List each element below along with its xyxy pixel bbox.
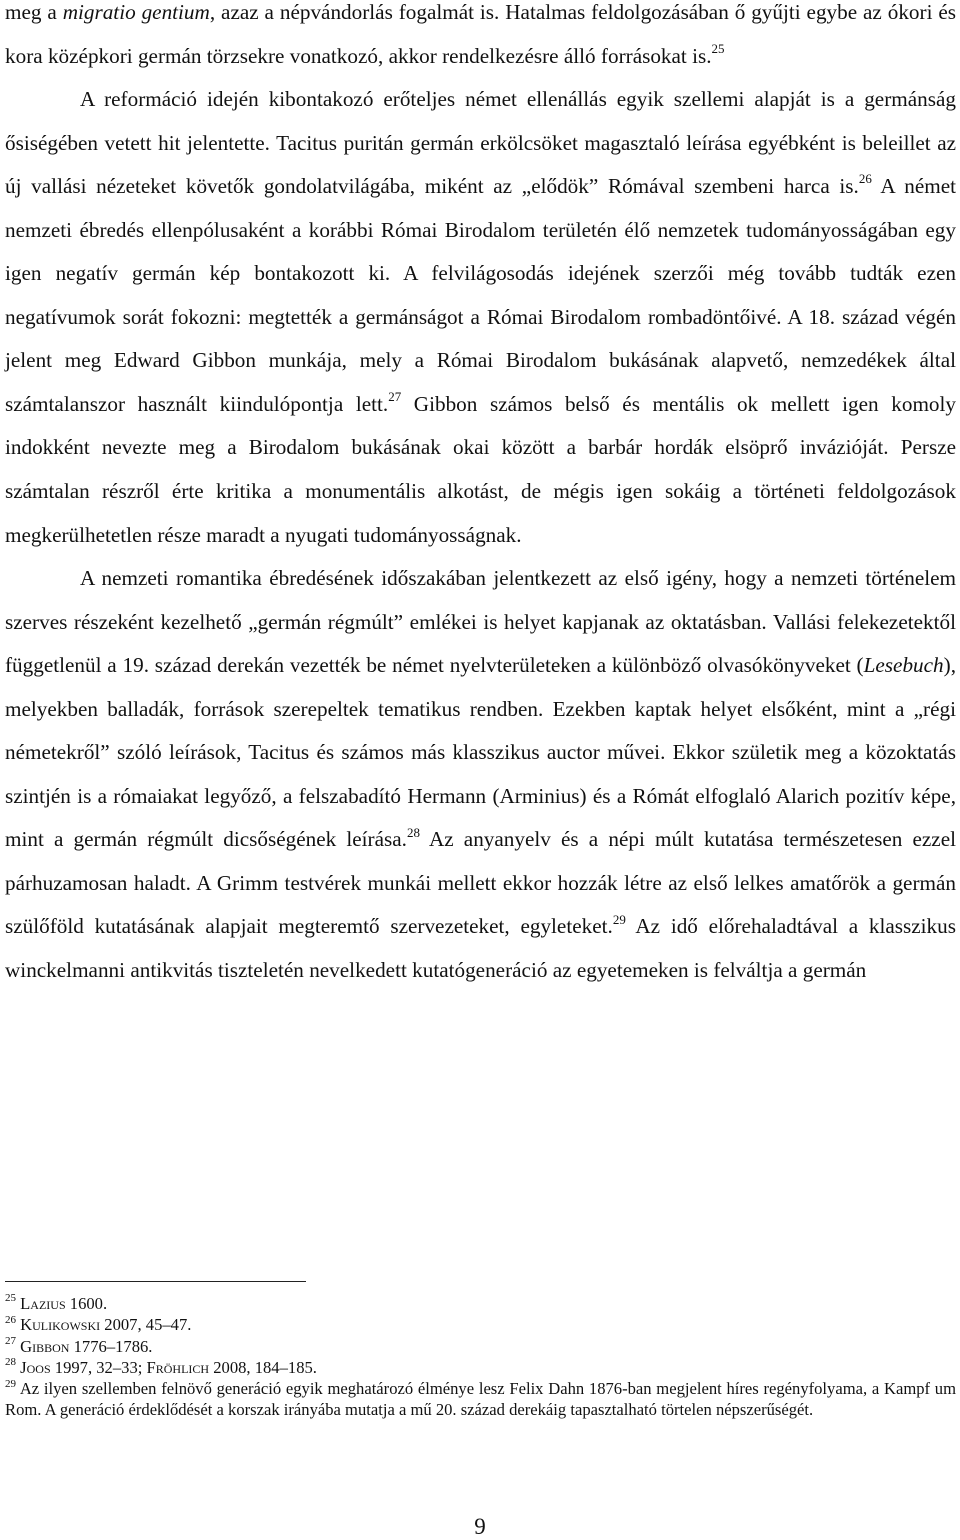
footnote-number: 27 bbox=[5, 1334, 16, 1347]
body-text bbox=[5, 0, 956, 993]
footnote-number: 29 bbox=[5, 1377, 16, 1390]
text-run: meg a bbox=[5, 0, 63, 24]
text-run: , azaz a népvándorlás fogalmát is. Hatalmas feldolgozásában ő gyűjti egybe az ókori és kora középkori germán törzsekre vonatkozó, akkor rendelkezésre álló forrásokat is. bbox=[5, 0, 956, 68]
footnote-text: 1997, 32–33; bbox=[50, 1357, 147, 1377]
text-run: Az idő előrehaladtával a klasszikus winckelmanni antikvitás tiszteletén nevelkedett kutatógeneráció az egyetemeken is felváltja a germán bbox=[5, 914, 956, 983]
footnote-29 bbox=[5, 1378, 956, 1421]
footnote-author: Fröhlich bbox=[146, 1357, 210, 1377]
footnote-26 bbox=[5, 1314, 956, 1335]
footnote-author: Gibbon bbox=[20, 1336, 70, 1356]
footnote-ref-26[interactable]: 26 bbox=[858, 171, 872, 187]
footnote-text: 2008, 184–185. bbox=[209, 1357, 317, 1377]
footnote-text: Az ilyen szellemben felnövő generáció egyik meghatározó élménye lesz Felix Dahn 1876-ban megjelent híres regényfolyama, a Kampf um Rom. A generáció érdeklődését a korszak irányába mutatja a mű 20. század derekáig tapasztalható törtelen népszerűségét. bbox=[5, 1379, 956, 1420]
italic-term: Lesebuch bbox=[863, 653, 944, 678]
text-run: Az anyanyelv és a népi múlt kutatása természetesen ezzel párhuzamosan haladt. A Grimm testvérek munkái mellett ekkor hozzák létre az első lelkes amatőrök a germán szülőföld kutatásának alapjait megteremtő szervezeteket, egyleteket. bbox=[5, 827, 956, 939]
page-number: 9 bbox=[474, 1514, 486, 1539]
italic-term: migratio gentium bbox=[62, 0, 210, 24]
footnote-number: 26 bbox=[5, 1313, 16, 1326]
footnotes bbox=[5, 1293, 956, 1421]
footnote-25 bbox=[5, 1293, 956, 1314]
text-run: Gibbon számos belső és mentális ok mellett igen komoly indokként nevezte meg a Birodalom bukásának okai között a barbár hordák elsöprő invázióját. Persze számtalan részről érte kritika a monumentális alkotást, de mégis igen sokáig a történeti feldolgozások megkerülhetetlen része maradt a nyugati tudományosságnak. bbox=[5, 391, 957, 547]
footnote-text: 1776–1786. bbox=[69, 1336, 153, 1356]
footnote-author: Joos bbox=[20, 1357, 51, 1377]
footnote-author: Lazius bbox=[20, 1294, 66, 1313]
paragraph-2 bbox=[5, 78, 956, 557]
text-run: A reformáció idején kibontakozó erőteljes német ellenállás egyik szellemi alapját is a germánság ősiségében vetett hit jelentette. Tacitus puritán germán erkölcsöket magasztaló leírása egyébként is beleillet az új vallási nézeteket követők gondolatvilágába, miként az „elődök” Rómával szembeni harca is. bbox=[5, 87, 956, 199]
footnote-text: 2007, 45–47. bbox=[100, 1315, 192, 1335]
footnote-number: 25 bbox=[5, 1292, 16, 1305]
footnote-28 bbox=[5, 1357, 956, 1378]
text-run: ), melyekben balladák, források szerepeltek tematikus rendben. Ezekben kaptak helyet elsőként, mint a „régi németekről” szóló leírások, Tacitus és számos más klasszikus auctor művei. Ekkor születik meg a közoktatás szintjén is a rómaiakat legyőző, a felszabadító Hermann (Arminius) és a Rómát elfoglaló Alarich pozitív képe, mint a germán régmúlt dicsőségének leírása. bbox=[5, 653, 956, 852]
footnote-text: 1600. bbox=[65, 1294, 108, 1313]
text-run: A nemzeti romantika ébredésének időszakában jelentkezett az első igény, hogy a nemzeti történelem szerves részeként kezelhető „germán régmúlt” emlékei is helyet kapjanak az oktatásban. Vallási felekezetektől függetlenül a 19. század derekán vezették be német nyelvterületeken a különböző olvasókönyveket ( bbox=[5, 566, 956, 678]
paragraph-3 bbox=[5, 557, 956, 992]
paragraph-1 bbox=[5, 0, 956, 78]
footnote-separator bbox=[5, 1281, 306, 1282]
footnote-number: 28 bbox=[5, 1356, 16, 1369]
footnote-ref-28[interactable]: 28 bbox=[406, 824, 420, 840]
footnote-ref-29[interactable]: 29 bbox=[612, 911, 626, 927]
footnote-author: Kulikowski bbox=[20, 1315, 101, 1335]
footnote-ref-27[interactable]: 27 bbox=[388, 389, 402, 405]
footnote-27 bbox=[5, 1336, 956, 1357]
text-run: A német nemzeti ébredés ellenpólusaként a korábbi Római Birodalom területén élő nemzetek tudományosságában egy igen negatív germán kép bontakozott ki. A felvilágosodás idejének szerzői még tovább tudták ezen negatívumok sorát fokozni: megtették a germánságot a Római Birodalom rombadöntőivé. A 18. század végén jelent meg Edward Gibbon munkája, mely a Római Birodalom bukásának alapvető, nemzedékek által számtalanszor használt kiindulópontja lett. bbox=[5, 174, 956, 416]
footnote-ref-25[interactable]: 25 bbox=[711, 40, 725, 56]
